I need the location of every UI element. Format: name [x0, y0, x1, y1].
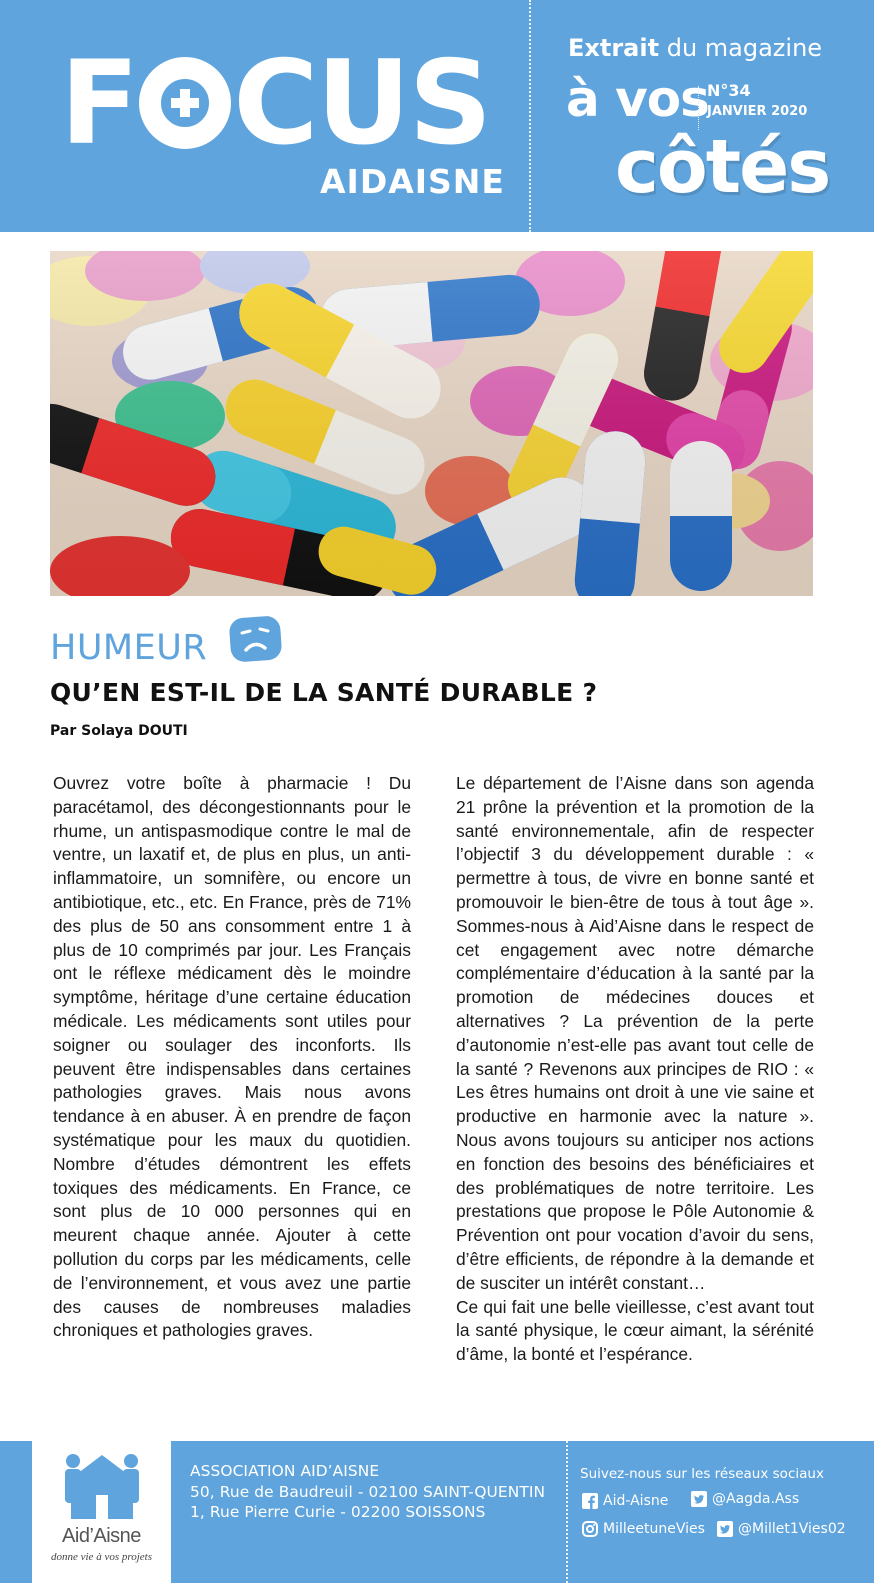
address-line-1: 50, Rue de Baudreuil - 02100 SAINT-QUENTIN: [190, 1482, 546, 1501]
magazine-title-avos: à vos: [566, 70, 709, 128]
magazine-extrait: Extrait du magazine: [568, 34, 823, 62]
address-line-2: 1, Rue Pierre Curie - 02200 SOISSONS: [190, 1503, 486, 1521]
twitter-link-1[interactable]: [691, 1491, 799, 1507]
facebook-link[interactable]: [582, 1493, 668, 1509]
logo-name: Aid’Aisne: [62, 1525, 141, 1547]
instagram-icon: [582, 1521, 598, 1537]
social-title: Suivez-nous sur les réseaux sociaux: [580, 1466, 824, 1482]
article-kicker: HUMEUR: [50, 628, 208, 668]
twitter-handle-2: @Millet1Vies02: [738, 1521, 846, 1537]
hero-pills-image: [50, 251, 813, 596]
logo-letters-cus: CUS: [233, 36, 491, 171]
facebook-icon: [582, 1493, 598, 1509]
facebook-handle: Aid-Aisne: [603, 1493, 669, 1509]
house-people-icon: [59, 1449, 145, 1525]
article-column-right: [456, 772, 814, 1367]
issue-date: JANVIER 2020: [707, 104, 808, 119]
aidaisne-logo: [32, 1441, 171, 1583]
header-divider: [529, 0, 531, 232]
twitter-link-2[interactable]: [717, 1521, 846, 1537]
association-address: [190, 1461, 545, 1523]
twitter-handle-1: @Aagda.Ass: [712, 1491, 800, 1507]
article-byline: Par Solaya DOUTI: [50, 723, 188, 739]
instagram-handle: MilleetuneVies: [603, 1521, 705, 1537]
twitter-icon: [717, 1521, 733, 1537]
logo-tagline: donne vie à vos projets: [50, 1551, 152, 1563]
paragraph: Ouvrez votre boîte à pharmacie ! Du paracétamol, des décongestionnants pour le rhume, un antispasmodique contre le mal de ventre, un laxatif et, de plus en plus, un anti-inflammatoire, un somnifère, ou encore un antibiotique, etc., etc. En France, près de 71% des plus de 50 ans consomment entre 1 à plus de 10 comprimés par jour. Les Français ont le réflexe médicament dès le moindre symptôme, héritage d’une certaine éducation médicale. Les médicaments sont utiles pour soigner ou soulager des inconforts. Ils peuvent être indispensables dans certaines pathologies graves. Mais nous avons tendance à en abuser. À en prendre de façon systématique pour les maux du quotidien. Nombre d’études démontrent les effets toxiques des médicaments. En France, ce sont plus de 10 000 personnes qui en meurent chaque année. Ajouter à cette pollution du corps par les médicaments, celle de l’environnement, et vous avez une partie des causes de nombreuses maladies chroniques et pathologies graves.: [53, 773, 411, 1341]
article-column-left: [53, 772, 411, 1343]
issue-number: N°34: [707, 81, 751, 100]
footer-divider: [566, 1441, 568, 1583]
paragraph: Ce qui fait une belle vieillesse, c’est avant tout la santé physique, le cœur aimant, la sérénité d’âme, la bonté et l’espérance.: [456, 1296, 814, 1365]
paragraph: Le département de l’Aisne dans son agenda 21 prône la prévention et la promotion de la santé environnementale, afin de respecter l’objectif 3 du développement durable : « permettre à tous, de vivre en bonne santé et promouvoir le bien-être de tous à tout âge ». Sommes-nous à Aid’Aisne dans le respect de cet engagement avec notre démarche complémentaire d’éducation à la santé par la promotion de médecines douces et alternatives ? La prévention de la perte d’autonomie n’est-elle pas avant tout celle de la santé ? Revenons aux principes de RIO : « Les êtres humains ont droit à une vie saine et productive en harmonie avec la nature ». Nous avons toujours su anticiper nos actions en fonction des besoins des bénéficiaires et des problématiques de notre territoire. Les prestations que propose le Pôle Autonomie & Prévention ont pour vocation d’avoir du sens, d’être efficients, de répondre à la demande et de susciter un intérêt constant…: [456, 773, 814, 1293]
logo-letter-f: F: [60, 36, 138, 171]
focus-logo: [60, 36, 491, 171]
logo-subtitle: AIDAISNE: [320, 162, 505, 201]
logo-plus-circle-icon: [139, 57, 231, 149]
article-title: QU’EN EST-IL DE LA SANTÉ DURABLE ?: [50, 678, 598, 707]
twitter-icon: [691, 1491, 707, 1507]
sad-face-icon: [228, 615, 283, 663]
association-name: ASSOCIATION AID’AISNE: [190, 1462, 380, 1480]
magazine-title-cotes: côtés: [615, 124, 830, 210]
instagram-link[interactable]: [582, 1521, 705, 1537]
